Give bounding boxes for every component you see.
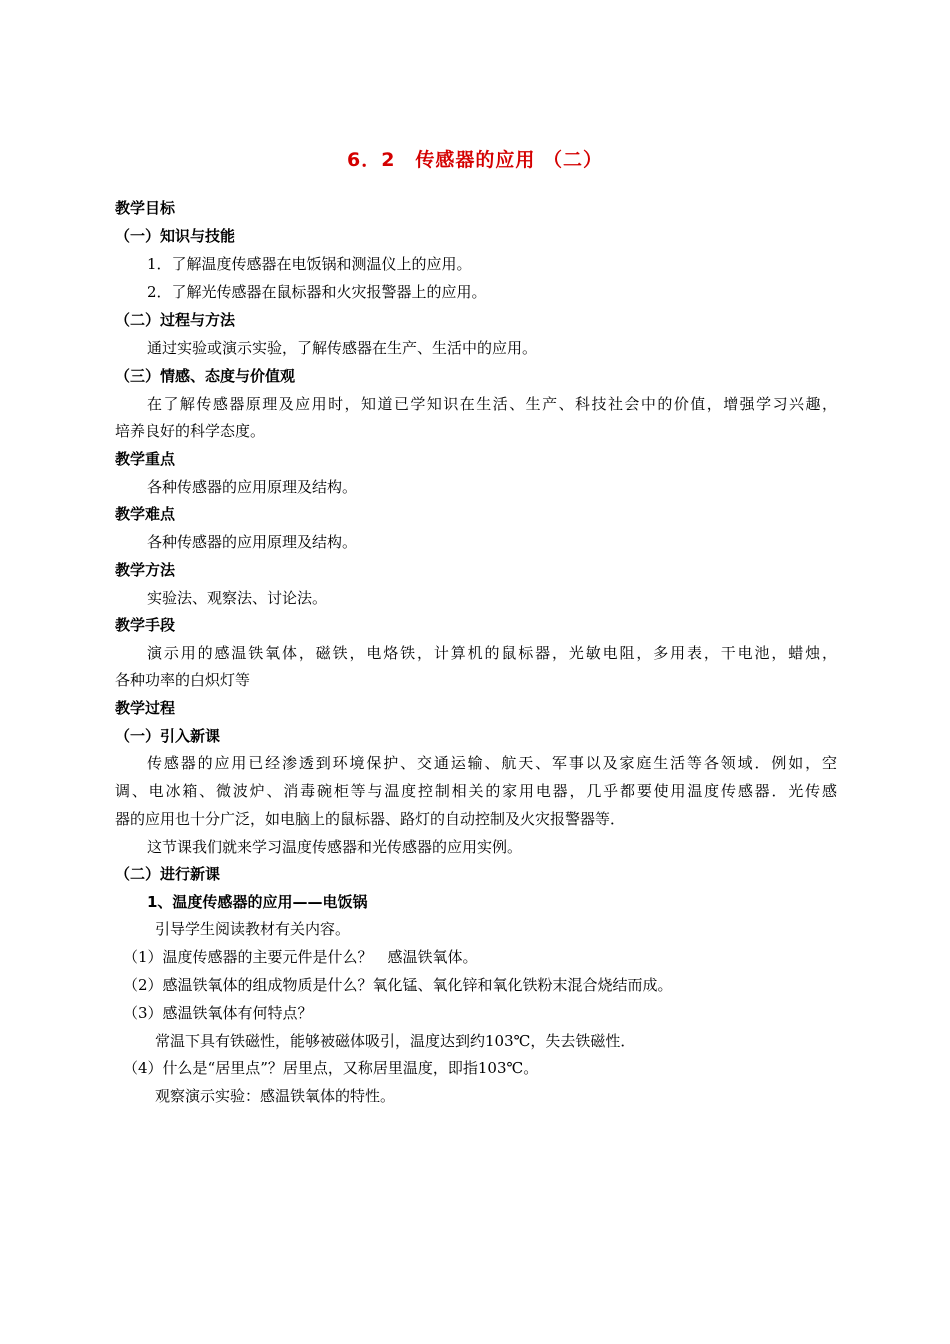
heading-teaching-process: 教学过程 xyxy=(115,699,176,717)
knowledge-item-1: 1．了解温度传感器在电饭锅和测温仪上的应用。 xyxy=(147,255,472,273)
heading-process-method: （二）过程与方法 xyxy=(115,311,236,329)
difficulties-text: 各种传感器的应用原理及结构。 xyxy=(147,533,358,551)
intro-text-line-1: 传感器的应用已经渗透到环境保护、交通运输、航天、军事以及家庭生活等各领域．例如，空 xyxy=(147,754,837,772)
question-3: （3）感温铁氧体有何特点？ xyxy=(123,1004,313,1022)
intro-text-line-3: 器的应用也十分广泛，如电脑上的鼠标器、路灯的自动控制及火灾报警器等． xyxy=(115,810,626,828)
emotion-text-line-2: 培养良好的科学态度。 xyxy=(115,422,266,440)
guide-text: 引导学生阅读教材有关内容。 xyxy=(155,920,351,938)
heading-methods: 教学方法 xyxy=(115,561,176,579)
means-text-line-2: 各种功率的白炽灯等 xyxy=(115,671,251,689)
question-2: （2）感温铁氧体的组成物质是什么？氧化锰、氧化锌和氧化铁粉末混合烧结而成。 xyxy=(123,976,673,994)
heading-objectives: 教学目标 xyxy=(115,199,176,217)
emotion-text-line-1: 在了解传感器原理及应用时，知道已学知识在生活、生产、科技社会中的价值，增强学习兴趣， xyxy=(147,395,837,413)
process-method-text: 通过实验或演示实验，了解传感器在生产、生活中的应用。 xyxy=(147,339,538,357)
heading-means: 教学手段 xyxy=(115,616,176,634)
subheading-rice-cooker: 1、温度传感器的应用——电饭锅 xyxy=(147,893,368,911)
question-1: （1）温度传感器的主要元件是什么？ 感温铁氧体。 xyxy=(123,948,478,966)
observe-text: 观察演示实验：感温铁氧体的特性。 xyxy=(155,1087,396,1105)
heading-emotion: （三）情感、态度与价值观 xyxy=(115,367,296,385)
question-3-answer: 常温下具有铁磁性，能够被磁体吸引，温度达到约103℃，失去铁磁性． xyxy=(155,1032,636,1050)
key-points-text: 各种传感器的应用原理及结构。 xyxy=(147,478,358,496)
heading-intro: （一）引入新课 xyxy=(115,727,221,745)
page-title: 6．2 传感器的应用 （二） xyxy=(346,149,604,171)
intro-text-line-4: 这节课我们就来学习温度传感器和光传感器的应用实例。 xyxy=(147,838,523,856)
question-4: （4）什么是“居里点”？居里点，又称居里温度，即指103℃。 xyxy=(123,1059,539,1077)
heading-knowledge: （一）知识与技能 xyxy=(115,227,236,245)
knowledge-item-2: 2．了解光传感器在鼠标器和火灾报警器上的应用。 xyxy=(147,283,487,301)
means-text-line-1: 演示用的感温铁氧体，磁铁，电烙铁，计算机的鼠标器，光敏电阻，多用表，干电池，蜡烛， xyxy=(147,644,837,662)
heading-key-points: 教学重点 xyxy=(115,450,176,468)
heading-difficulties: 教学难点 xyxy=(115,505,176,523)
intro-text-line-2: 调、电冰箱、微波炉、消毒碗柜等与温度控制相关的家用电器，几乎都要使用温度传感器．光传感 xyxy=(115,782,837,800)
methods-text: 实验法、观察法、讨论法。 xyxy=(147,589,328,607)
heading-new-lesson: （二）进行新课 xyxy=(115,865,221,883)
